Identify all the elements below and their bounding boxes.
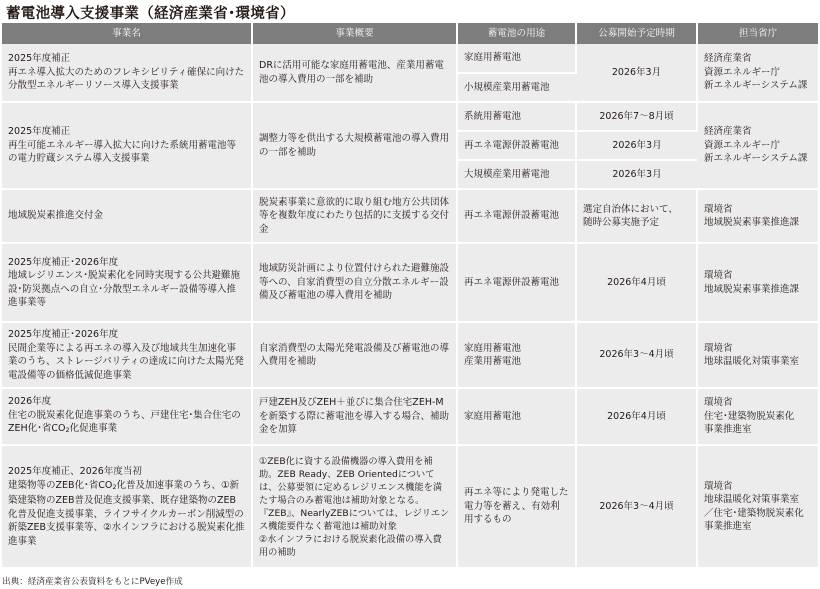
ministry-cell: 環境省 住宅･建築物脱炭素化 事業推進室 [697,388,818,445]
page-title: 蓄電池導入支援事業（経済産業省･環境省） [6,6,295,22]
project-name-cell: 2025年度補正･2026年度 民間企業等による再エネの導入及び地域共生加速化事業のうち、ストレージパリティの達成に向けた太陽光発電設備等の価格低減促進事業 [2,322,252,388]
summary-cell: DRに活用可能な家庭用蓄電池、産業用蓄電池の導入費用の一部を補助 [252,44,457,102]
project-name-text-end: 化促進事業 [69,423,118,435]
project-name-cell [2,388,252,445]
header-battery-use: 蓄電池の用途 [457,23,576,44]
source-note: 出典：経済産業省公表資料をもとにPVeye作成 [2,577,183,587]
subsidy-table [2,23,818,569]
timing-cell: 2026年4月頃 [576,243,697,322]
project-name-text: 2025年度補正、2026年度当初 建築物等のZEB化･省CO [8,466,142,491]
timing-cell: 2026年4月頃 [576,388,697,445]
table-row [2,44,818,73]
timing-cell: 2026年3月 [576,160,697,189]
table-row [2,322,818,388]
project-name-cell: 地域脱炭素推進交付金 [2,189,252,243]
header-project-name: 事業名 [2,23,252,44]
battery-use-cell: 再エネ電源併設蓄電池 [457,243,576,322]
header-summary: 事業概要 [252,23,457,44]
ministry-cell: 経済産業省 資源エネルギー庁 新エネルギーシステム課 [697,44,818,102]
co2-subscript: 2 [65,426,70,435]
battery-use-cell: 再エネ電源併設蓄電池 [457,131,576,160]
table-header-row [2,23,818,44]
project-name-cell [2,445,252,568]
timing-cell: 選定自治体において、 随時公募実施予定 [576,189,697,243]
timing-cell: 2026年3～4月頃 [576,445,697,568]
battery-use-cell: 小規模産業用蓄電池 [457,73,576,102]
project-name-cell: 2025年度補正･2026年度 地域レジリエンス･脱炭素化を同時実現する公共避難施設･防災拠点への自立･分散型エネルギー設備等導入推進事業等 [2,243,252,322]
battery-use-cell: 系統用蓄電池 [457,102,576,131]
summary-cell: 脱炭素事業に意欲的に取り組む地方公共団体等を複数年度にわたり包括的に支援する交付金 [252,189,457,243]
ministry-cell: 環境省 地球温暖化対策事業室 [697,322,818,388]
project-name-text: 2026年度 住宅の脱炭素化促進事業のうち、戸建住宅･集合住宅のZEH化･省CO [8,396,241,435]
table-row [2,102,818,131]
table-row [2,189,818,243]
summary-cell: 地域防災計画により位置付けられた避難施設等への、自家消費型の自立分散エネルギー設備及び蓄電池の導入費用を補助 [252,243,457,322]
battery-use-cell: 再エネ電源併設蓄電池 [457,189,576,243]
table-row [2,388,818,445]
table-row [2,243,818,322]
summary-cell: 調整力等を供出する大規模蓄電池の導入費用の一部を補助 [252,102,457,189]
timing-cell: 2026年3～4月頃 [576,322,697,388]
battery-use-cell: 家庭用蓄電池 産業用蓄電池 [457,322,576,388]
table-row [2,445,818,568]
project-name-cell: 2025年度補正 再エネ導入拡大のためのフレキシビリティ確保に向けた分散型エネルギーリソース導入支援事業 [2,44,252,102]
ministry-cell: 環境省 地域脱炭素事業推進課 [697,243,818,322]
project-name-cell: 2025年度補正 再生可能エネルギー導入拡大に向けた系統用蓄電池等の電力貯蔵システム導入支援事業 [2,102,252,189]
battery-use-cell: 大規模産業用蓄電池 [457,160,576,189]
timing-cell: 2026年7～8月頃 [576,102,697,131]
ministry-cell: 環境省 地域脱炭素事業推進課 [697,189,818,243]
timing-cell: 2026年3月 [576,44,697,102]
battery-use-cell: 家庭用蓄電池 [457,44,576,73]
ministry-cell: 環境省 地球温暖化対策事業室 ／住宅･建築物脱炭素化 事業推進室 [697,445,818,568]
battery-use-cell: 再エネ等により発電した電力等を蓄え、有効利用するもの [457,445,576,568]
ministry-cell: 経済産業省 資源エネルギー庁 新エネルギーシステム課 [697,102,818,189]
header-timing: 公募開始予定時期 [576,23,697,44]
co2-subscript: 2 [112,482,117,491]
battery-use-cell: 家庭用蓄電池 [457,388,576,445]
summary-cell: ①ZEB化に資する設備機器の導入費用を補助。ZEB Ready、ZEB Orientedについては、公募要領に定めるレジリエンス機能を満たす場合のみ蓄電池は補助対象となる。『ZEB』、NearlyZEBについては、レジリエンス機能要件なく蓄電池は補助対象 ②水インフラにおける脱炭素化設備の導入費用の補助 [252,445,457,568]
summary-cell: 戸建ZEH及びZEH＋並びに集合住宅ZEH-Mを新築する際に蓄電池を導入する場合、補助金を加算 [252,388,457,445]
project-name-text-end: 化普及加速事業のうち、①新築建築物のZEB普及促進支援事業、既存建築物のZEB化普及促進支援事業、ライフサイクルカーボン削減型の新築ZEB支援事業等、②水インフラにおける脱炭素化推進事業 [8,479,245,547]
header-ministry: 担当省庁 [697,23,818,44]
timing-cell: 2026年3月 [576,131,697,160]
summary-cell: 自家消費型の太陽光発電設備及び蓄電池の導入費用を補助 [252,322,457,388]
